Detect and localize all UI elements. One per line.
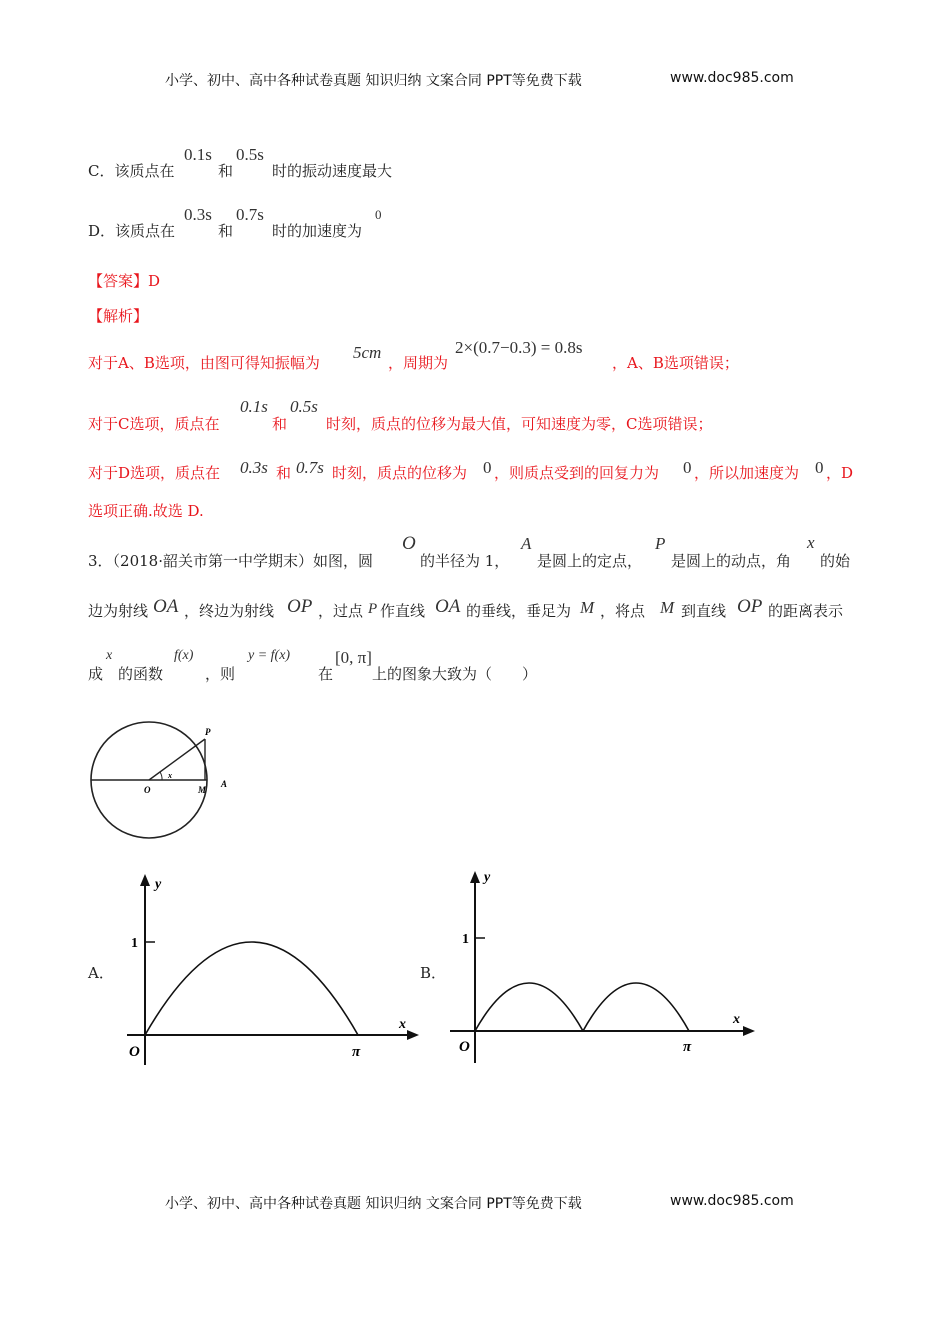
graph-b-curve-2: [583, 983, 689, 1031]
q3-fx: f(x): [174, 648, 194, 663]
graph-a-y-arrow: [140, 874, 150, 886]
graph-a-origin-label: O: [129, 1044, 140, 1060]
q3-M: M: [580, 598, 595, 617]
option-d-and: 和: [218, 222, 234, 240]
q3-x2: x: [106, 648, 113, 663]
analysis-l4: 选项正确.故选 D.: [88, 502, 204, 520]
q3-OP: OP: [287, 596, 313, 617]
analysis-l1b: ，周期为: [388, 354, 449, 372]
analysis-l3-and: 和: [276, 464, 292, 482]
analysis-l2-t1: 0.1s: [240, 397, 268, 416]
analysis-l2-t2: 0.5s: [290, 397, 318, 416]
q3-OA: OA: [153, 596, 179, 617]
analysis-l3-zero3: 0: [815, 458, 824, 477]
graph-b-curve-1: [475, 983, 583, 1031]
q3-A: A: [521, 534, 532, 553]
q3-l3b: 的函数: [118, 665, 164, 683]
radius-op: [149, 739, 205, 780]
analysis-l3a: 对于D选项，质点在: [88, 464, 221, 482]
q3-l2f: ，将点: [600, 602, 646, 620]
option-c-and: 和: [218, 162, 234, 180]
option-d-t2: 0.7s: [236, 205, 264, 224]
q3-l2h: 的距离表示: [768, 602, 844, 620]
graph-b-y-arrow: [470, 871, 480, 883]
option-c-prefix: C．该质点在: [88, 162, 175, 180]
q3-l3d: 在: [318, 665, 334, 683]
q3-l1d: 是圆上的动点，角: [671, 552, 792, 570]
q3-l2g: 到直线: [681, 602, 727, 620]
graph-b-x-label: x: [733, 1012, 740, 1027]
q3-l2b: ，终边为射线: [184, 602, 275, 620]
graph-a-pi-label: π: [352, 1044, 361, 1060]
q3-interval: [0, π]: [335, 648, 372, 667]
graph-b-x-arrow: [743, 1026, 755, 1036]
graph-a-x-label: x: [399, 1017, 406, 1032]
graph-a-x-arrow: [407, 1030, 419, 1040]
q3-l1b: 的半径为 1，: [420, 552, 510, 570]
analysis-l2a: 对于C选项，质点在: [88, 415, 220, 433]
q3-l1c: 是圆上的定点，: [537, 552, 643, 570]
graph-b-origin-label: O: [459, 1039, 470, 1055]
graph-a-one-label: 1: [131, 936, 138, 951]
q3-l3e: 上的图象大致为（ ）: [372, 665, 538, 683]
q3-yfx: y = f(x): [248, 648, 291, 663]
analysis-l1c: ，A、B选项错误；: [612, 354, 739, 372]
option-d-prefix: D．该质点在: [88, 222, 176, 240]
q3-OP2: OP: [737, 596, 763, 617]
q3-l1a: 3．（2018·韶关市第一中学期末）如图，圆: [88, 552, 373, 570]
analysis-period: 2×(0.7−0.3) = 0.8s: [455, 338, 583, 357]
analysis-l3-t2: 0.7s: [296, 458, 324, 477]
circle-figure: [80, 715, 240, 860]
q3-l3a: 成: [88, 665, 104, 683]
fig-label-a: A: [221, 779, 228, 789]
analysis-l1a: 对于A、B选项，由图可得知振幅为: [88, 354, 320, 372]
analysis-l3e: ，D: [826, 464, 854, 482]
footer-url[interactable]: www.doc985.com: [670, 1193, 794, 1209]
q3-P2: P: [368, 601, 378, 617]
analysis-l2b: 时刻，质点的位移为最大值，可知速度为零，C选项错误；: [326, 415, 713, 433]
graph-b-one-label: 1: [462, 932, 469, 947]
analysis-l3-zero1: 0: [483, 458, 492, 477]
graph-b-pi-label: π: [683, 1039, 692, 1055]
header-url[interactable]: www.doc985.com: [670, 70, 794, 86]
analysis-l3c: ，则质点受到的回复力为: [494, 464, 660, 482]
q3-l3c: ，则: [205, 665, 236, 683]
q3-P: P: [655, 534, 666, 553]
option-c-t2: 0.5s: [236, 145, 264, 164]
graph-a-y-label: y: [155, 877, 162, 892]
fig-label-x: x: [168, 771, 172, 780]
option-c-t1: 0.1s: [184, 145, 212, 164]
analysis-l3-zero2: 0: [683, 458, 692, 477]
graph-b-option: B．: [420, 964, 447, 982]
analysis-l3d: ，所以加速度为: [694, 464, 800, 482]
fig-label-m: M: [198, 785, 207, 795]
q3-l2a: 边为射线: [88, 602, 149, 620]
answer-label: 【答案】D: [88, 272, 161, 290]
analysis-amp: 5cm: [353, 343, 382, 362]
q3-l2e: 的垂线，垂足为: [466, 602, 572, 620]
graph-a-option: A．: [88, 964, 114, 982]
option-d-zero: 0: [375, 207, 382, 222]
fig-label-p: P: [205, 727, 211, 737]
header-text: 小学、初中、高中各种试卷真题 知识归纳 文案合同 PPT等免费下载: [165, 73, 582, 89]
q3-OA2: OA: [435, 596, 461, 617]
analysis-l2-and: 和: [272, 415, 288, 433]
fig-label-o: O: [144, 785, 151, 795]
q3-O: O: [402, 533, 416, 554]
graph-a-curve: [145, 942, 358, 1035]
option-d-suffix: 时的加速度为: [272, 222, 363, 240]
graph-b-y-label: y: [484, 870, 491, 885]
option-c-suffix: 时的振动速度最大: [272, 162, 393, 180]
analysis-l3-t1: 0.3s: [240, 458, 268, 477]
q3-l2c: ，过点: [318, 602, 364, 620]
analysis-label: 【解析】: [88, 307, 149, 325]
q3-x: x: [807, 533, 815, 552]
q3-l1e: 的始: [820, 552, 851, 570]
analysis-l3b: 时刻，质点的位移为: [332, 464, 468, 482]
angle-arc: [160, 772, 162, 780]
option-d-t1: 0.3s: [184, 205, 212, 224]
graph-b: [445, 865, 765, 1065]
q3-M2: M: [660, 598, 675, 617]
q3-l2d: 作直线: [380, 602, 426, 620]
footer-text: 小学、初中、高中各种试卷真题 知识归纳 文案合同 PPT等免费下载: [165, 1196, 582, 1212]
graph-a: [115, 870, 425, 1070]
